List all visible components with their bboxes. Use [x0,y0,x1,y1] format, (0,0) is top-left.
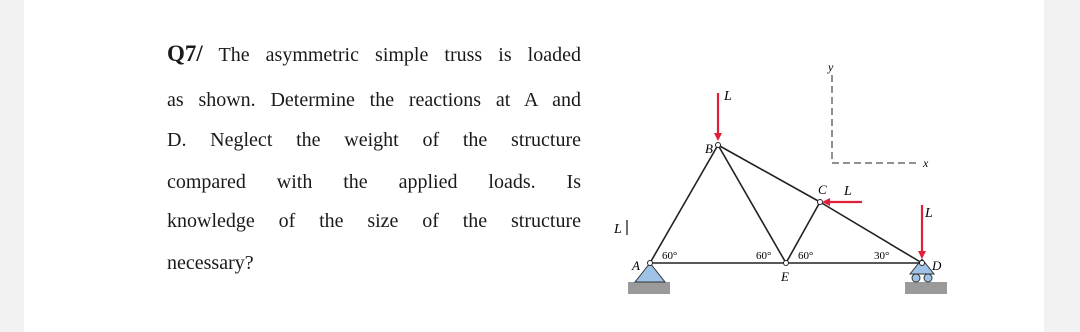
angle-label-e-left: 60° [756,250,772,262]
axis-label-x: x [923,156,929,170]
truss-diagram [610,55,950,300]
load-label-b: L [724,89,732,104]
member-ab [650,145,718,263]
ground-d [905,282,947,294]
problem-text-1: The asymmetric simple truss is loaded [218,44,581,66]
problem-line-2: as shown. Determine the reactions at A and [167,89,581,111]
roller-1 [912,274,920,282]
problem-line-5: knowledge of the size of the structure [167,210,581,232]
right-margin-strip [1044,0,1080,332]
truss-figure [610,55,950,305]
load-label-d: L [925,206,933,221]
problem-line-4: compared with the applied loads. Is [167,171,581,193]
member-bc [718,145,820,202]
node-label-d: D [932,258,942,273]
problem-line-6: necessary? [167,252,254,274]
node-label-b: B [705,141,713,156]
roller-2 [924,274,932,282]
joint-b [716,143,721,148]
left-margin-strip [0,0,24,332]
node-label-e: E [781,269,789,284]
member-cd [820,202,922,263]
axis-label-y: y [828,60,834,74]
question-number: Q7/ [167,41,203,66]
load-label-a: L [614,222,622,237]
joint-a [648,261,653,266]
joint-d [920,261,925,266]
member-be [718,145,786,263]
ground-a [628,282,670,294]
node-label-a: A [632,258,640,273]
angle-label-e-right: 60° [798,250,814,262]
angle-label-a: 60° [662,250,678,262]
load-label-c: L [844,184,852,199]
angle-label-d: 30° [874,250,890,262]
problem-line-1 [167,42,581,67]
joint-e [784,261,789,266]
problem-line-3: D. Neglect the weight of the structure [167,129,581,151]
joint-c [818,200,823,205]
node-label-c: C [818,182,827,197]
